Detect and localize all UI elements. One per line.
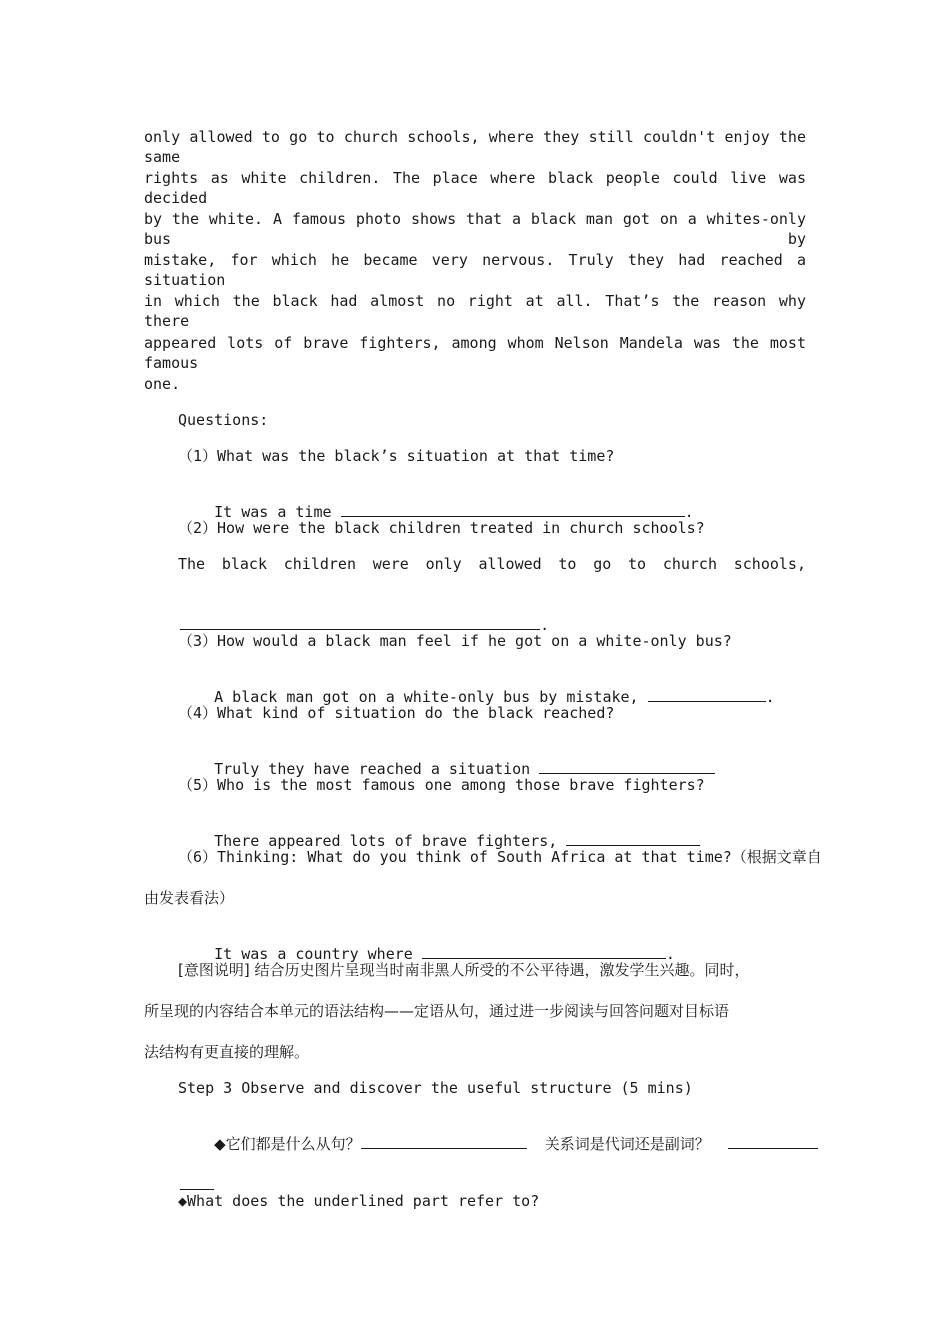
question-3: （3）How would a black man feel if he got on a white-only bus?	[178, 632, 732, 650]
answer-4-blank[interactable]	[539, 759, 715, 774]
answer-1-suffix: .	[684, 503, 694, 521]
answer-1-prefix: It was a time	[214, 503, 332, 521]
answer-6-prefix: It was a country where	[214, 945, 413, 963]
question-1: （1）What was the black’s situation at that time?	[178, 447, 615, 465]
bullet-1-blank-1[interactable]	[361, 1134, 527, 1149]
bullet-1-blank-2[interactable]	[728, 1134, 818, 1149]
answer-6-blank[interactable]	[422, 944, 666, 959]
answer-3-blank[interactable]	[648, 687, 766, 702]
question-6-text: （6）Thinking: What do you think of South Africa at that time?（根据文章自	[178, 848, 822, 866]
passage-line-1: only allowed to go to church schools, where they still couldn't enjoy the same	[144, 128, 806, 166]
bullet-1-question-1: ◆它们都是什么从句？	[214, 1135, 361, 1153]
question-2: （2）How were the black children treated in church schools?	[178, 519, 705, 537]
answer-2-blank[interactable]	[180, 615, 540, 630]
passage-line-4: mistake, for which he became very nervous. Truly they had reached a situation	[144, 251, 806, 289]
passage-line-2: rights as white children. The place where black people could live was decided	[144, 169, 806, 207]
answer-5-blank[interactable]	[566, 831, 700, 846]
step-3-bullet-2: ◆What does the underlined part refer to?	[178, 1192, 540, 1210]
question-5: （5）Who is the most famous one among those brave fighters?	[178, 776, 705, 794]
answer-3-prefix: A black man got on a white-only bus by mistake,	[214, 688, 639, 706]
passage-line-3: by the white. A famous photo shows that a black man got on a whites-only bus by	[144, 210, 806, 248]
step-3-bullet-1	[178, 1114, 818, 1174]
questions-heading: Questions:	[178, 411, 269, 429]
answer-6-suffix: .	[665, 945, 675, 963]
answer-4-prefix: Truly they have reached a situation	[214, 760, 531, 778]
passage-line-7: one.	[144, 375, 181, 393]
answer-2-line: The black children were only allowed to go to church schools,	[178, 555, 806, 573]
bullet-1-blank-2-continued[interactable]	[180, 1175, 214, 1190]
answer-1-blank[interactable]	[341, 502, 685, 517]
question-6-line-2: 由发表看法）	[144, 889, 235, 907]
step-3-title: Step 3 Observe and discover the useful structure (5 mins)	[178, 1079, 693, 1097]
intent-line-3: 法结构有更直接的理解。	[144, 1043, 310, 1061]
intent-line-1: [意图说明] 结合历史图片呈现当时南非黑人所受的不公平待遇，激发学生兴趣。同时，	[178, 961, 750, 979]
answer-2-suffix: .	[540, 616, 550, 634]
question-6-line-1	[178, 847, 822, 867]
intent-line-2: 所呈现的内容结合本单元的语法结构——定语从句，通过进一步阅读与回答问题对目标语	[144, 1002, 730, 1020]
passage-line-6: appeared lots of brave fighters, among whom Nelson Mandela was the most famous	[144, 334, 806, 372]
answer-3-suffix: .	[765, 688, 775, 706]
bullet-1-question-2: 关系词是代词还是副词？	[544, 1135, 710, 1153]
passage-line-5: in which the black had almost no right at all. That’s the reason why there	[144, 292, 806, 330]
question-4: （4）What kind of situation do the black reached?	[178, 704, 615, 722]
answer-5-prefix: There appeared lots of brave fighters,	[214, 832, 558, 850]
